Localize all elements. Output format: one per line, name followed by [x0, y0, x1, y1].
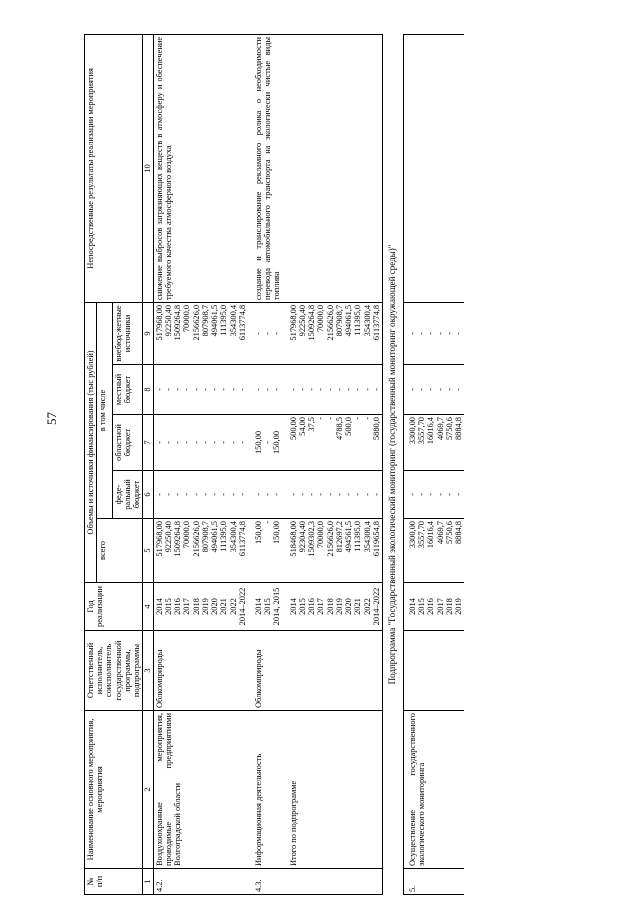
total-values: 3300,00 3557,70 16016,4 4069,7 5750,6 8884,8	[403, 519, 464, 583]
col-number: 1	[143, 869, 153, 895]
regional-values: 150,00 - 150,00	[248, 415, 283, 471]
header-year: Год реализации	[85, 583, 143, 631]
table-row	[153, 34, 248, 894]
result-text: создание и транслирование рекламного ролика о необходимости перевода автомобильного транспорта на экологически чистые виды топлива	[248, 34, 283, 302]
local-values: - - -	[248, 365, 283, 415]
executor: Облкомприроды	[248, 631, 283, 711]
row-num	[283, 869, 383, 895]
table-row	[283, 34, 383, 894]
table-row	[248, 34, 283, 894]
header-offbudget: внебюд-жетные источники	[112, 302, 143, 364]
regional-values: 500,00 54,00 37,5 - - 4788,5 500,0 - - 5880,0	[283, 415, 383, 471]
header-including: в том числе	[97, 302, 112, 518]
measure-name: Информационная деятельность	[248, 711, 283, 869]
subprogram-title: Подпрограмма "Государственный экологический мониторинг (государственный мониторинг окружающей среды)"	[383, 34, 404, 894]
header-num: № п/п	[85, 869, 143, 895]
result-text	[283, 34, 383, 302]
col-number: 5	[143, 519, 153, 583]
table-row	[403, 34, 464, 894]
years: 2014 2015 2016 2017 2018 2019	[403, 583, 464, 631]
col-number: 7	[143, 415, 153, 471]
col-number: 2	[143, 711, 153, 869]
years: 2014 2015 2014, 2015	[248, 583, 283, 631]
col-number: 6	[143, 471, 153, 519]
col-number: 8	[143, 365, 153, 415]
col-number: 3	[143, 631, 153, 711]
measure-name: Воздухоохранные мероприятия, проводимые предприятиями Волгоградской области	[153, 711, 248, 869]
years: 2014 2015 2016 2017 2018 2019 2020 2021 2022 2014–2022	[153, 583, 248, 631]
offbudget-values: 517968,00 92250,40 1509264,8 70000,0 2156626,0 807908,7 494061,5 111395,0 354300,4 6113774,8	[153, 302, 248, 364]
offbudget-values: - - -	[248, 302, 283, 364]
subprogram-row	[383, 34, 404, 894]
offbudget-values: 517968,00 92250,40 1509264,8 70000,0 2156626,0 807908,7 494061,5 111395,0 354300,4 6113774,8	[283, 302, 383, 364]
header-local: местный бюджет	[112, 365, 143, 415]
page-number: 57	[44, 412, 59, 425]
regional-values: 3300,00 3557,70 16016,4 4069,7 5750,6 8884,8	[403, 415, 464, 471]
header-funding: Объемы и источники финансирования (тыс рублей)	[85, 302, 97, 582]
local-values: - - - - - - - - - -	[283, 365, 383, 415]
result-text: снижение выбросов загрязняющих веществ в атмосферу и обеспечение требуемого качества атмосферного воздуха	[153, 34, 248, 302]
row-num: 5.	[403, 869, 464, 895]
total-values: 517968,00 92250,40 1509264,8 70000,0 2156626,0 807908,7 494061,5 111395,0 354300,4 6113774,8	[153, 519, 248, 583]
col-number: 9	[143, 302, 153, 364]
local-values: - - - - - - - - - -	[153, 365, 248, 415]
local-values: - - - - - -	[403, 365, 464, 415]
executor	[283, 631, 383, 711]
header-result: Непосредственные результаты реализации мероприятия	[85, 34, 143, 302]
federal-values: - - - - - -	[403, 471, 464, 519]
total-values: 518468,00 92304,40 1509302,3 70000,0 2156626,0 812697,2 494561,5 111395,0 354300,4 6119654,8	[283, 519, 383, 583]
header-executor: Ответственный исполнитель, соисполнитель государственной программы, подпрограммы	[85, 631, 143, 711]
header-federal: феде-ральный бюджет	[112, 471, 143, 519]
col-number: 4	[143, 583, 153, 631]
rotated-table-page	[84, 35, 619, 895]
header-regional: областной бюджет	[112, 415, 143, 471]
result-text	[403, 34, 464, 302]
federal-values: - - - - - - - - - -	[283, 471, 383, 519]
column-number-row	[143, 34, 153, 894]
federal-values: - - -	[248, 471, 283, 519]
row-num: 4.3.	[248, 869, 283, 895]
executor: Облкомприроды	[153, 631, 248, 711]
row-num: 4.2.	[153, 869, 248, 895]
header-total: всего	[97, 519, 143, 583]
measure-name: Итого по подпрограмме	[283, 711, 383, 869]
header-measure-name: Наименование основного мероприятия, мероприятия	[85, 711, 143, 869]
col-number: 10	[143, 34, 153, 302]
program-measures-table	[84, 34, 464, 895]
total-values: 150,00 - 150,00	[248, 519, 283, 583]
federal-values: - - - - - - - - - -	[153, 471, 248, 519]
years: 2014 2015 2016 2017 2018 2019 2020 2021 2022 2014–2022	[283, 583, 383, 631]
regional-values: - - - - - - - - - -	[153, 415, 248, 471]
executor	[403, 631, 464, 711]
measure-name: Осуществление государственного экологического мониторинга	[403, 711, 464, 869]
offbudget-values: - - - - - -	[403, 302, 464, 364]
